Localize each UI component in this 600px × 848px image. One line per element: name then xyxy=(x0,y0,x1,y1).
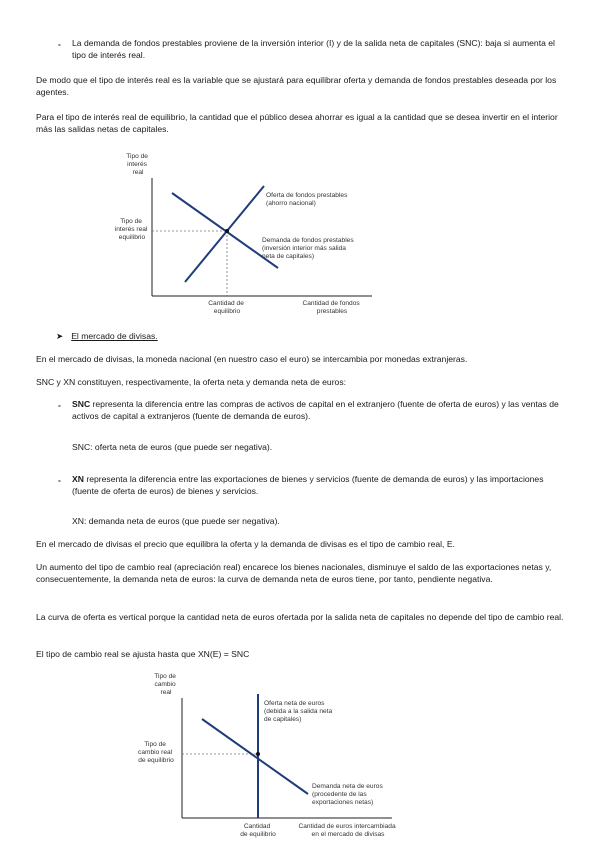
equilibrium-rate-label: Tipo de cambio real de equilibrio xyxy=(138,741,174,764)
equilibrium-point xyxy=(256,752,260,756)
loanable-funds-diagram xyxy=(110,150,390,320)
supply-curve xyxy=(185,186,264,282)
supply-curve-label: Oferta neta de euros (debida a la salida neta de capitales) xyxy=(264,700,333,723)
paragraph-mercado-divisas: En el mercado de divisas, la moneda nacional (en nuestro caso el euro) se intercambia por monedas extranjeras. xyxy=(36,354,468,364)
equilibrium-rate-label: Tipo de interés real equilibrio xyxy=(114,218,148,241)
demand-curve xyxy=(202,719,308,794)
bullet-dash: - xyxy=(58,475,61,485)
paragraph-equilibrio: Para el tipo de interés real de equilibrio, la cantidad que el público desea ahorrar es igual a la cantidad que se desea invertir en el interior más las salidas netas de capitales. xyxy=(36,112,558,135)
xn-definition: XN: demanda neta de euros (que puede ser negativa). xyxy=(72,516,280,526)
paragraph-tipo-interes: De modo que el tipo de interés real es la variable que se ajustará para equilibrar oferta y demanda de fondos prestables deseada por los agentes. xyxy=(36,75,557,98)
y-axis-label: Tipo de cambio real xyxy=(154,673,176,696)
snc-term: SNC xyxy=(72,399,91,409)
supply-curve-label: Oferta de fondos prestables (ahorro nacional) xyxy=(266,192,348,207)
xn-description: representa la diferencia entre las exportaciones de bienes y servicios (fuente de demanda de euros) y las importaciones (fuente de oferta de euros) de bienes y servicios. xyxy=(72,474,544,497)
paragraph-precio-equilibrio: En el mercado de divisas el precio que equilibra la oferta y la demanda de divisas es el tipo de cambio real, E. xyxy=(36,539,455,549)
x-axis-label: Cantidad de euros intercambiada en el mercado de divisas xyxy=(298,823,396,838)
bullet-paragraph-demanda-fondos: La demanda de fondos prestables proviene de la inversión interior (I) y de la salida neta de capitales (SNC): baja si aumenta el tipo de interés real. xyxy=(72,38,555,61)
paragraph-snc-xn: SNC y XN constituyen, respectivamente, la oferta neta y demanda neta de euros: xyxy=(36,377,347,387)
section-heading xyxy=(56,330,158,342)
bullet-paragraph-snc xyxy=(72,398,566,423)
snc-definition: SNC: oferta neta de euros (que puede ser negativa). xyxy=(72,442,273,452)
section-title: El mercado de divisas. xyxy=(71,331,158,341)
bullet-dash: - xyxy=(58,400,61,410)
demand-curve-label: Demanda de fondos prestables (inversión interior más salida neta de capitales) xyxy=(262,237,354,260)
demand-curve-label: Demanda neta de euros (procedente de las exportaciones netas) xyxy=(312,783,383,806)
equilibrium-point xyxy=(225,229,229,233)
y-axis-label: Tipo de interés real xyxy=(126,153,148,176)
snc-description: representa la diferencia entre las compras de activos de capital en el extranjero (fuente de oferta de euros) y las ventas de activos de capital a extranjeros (fuente de demanda de euros). xyxy=(72,399,559,422)
bullet-paragraph-xn xyxy=(72,473,566,498)
x-equilibrium-label: Cantidad de equilibrio xyxy=(208,300,244,315)
x-equilibrium-label: Cantidad de equilibrio xyxy=(240,823,276,838)
xn-term: XN xyxy=(72,474,84,484)
forex-market-diagram xyxy=(130,670,420,846)
x-axis-label: Cantidad de fondos prestables xyxy=(302,300,360,315)
paragraph-aumento-tipo-cambio: Un aumento del tipo de cambio real (apreciación real) encarece los bienes nacionales, disminuye el saldo de las exportaciones netas y, consecuentemente, la demanda neta de euros: la curva de demanda neta de euros tiene, por tanto, pendiente negativa. xyxy=(36,562,552,585)
bullet-dash: - xyxy=(58,39,61,49)
arrow-bullet-icon: ➤ xyxy=(56,331,64,341)
paragraph-ajuste: El tipo de cambio real se ajusta hasta que XN(E) = SNC xyxy=(36,649,250,659)
paragraph-curva-oferta: La curva de oferta es vertical porque la cantidad neta de euros ofertada por la salida neta de capitales no depende del tipo de cambio real. xyxy=(36,612,564,622)
